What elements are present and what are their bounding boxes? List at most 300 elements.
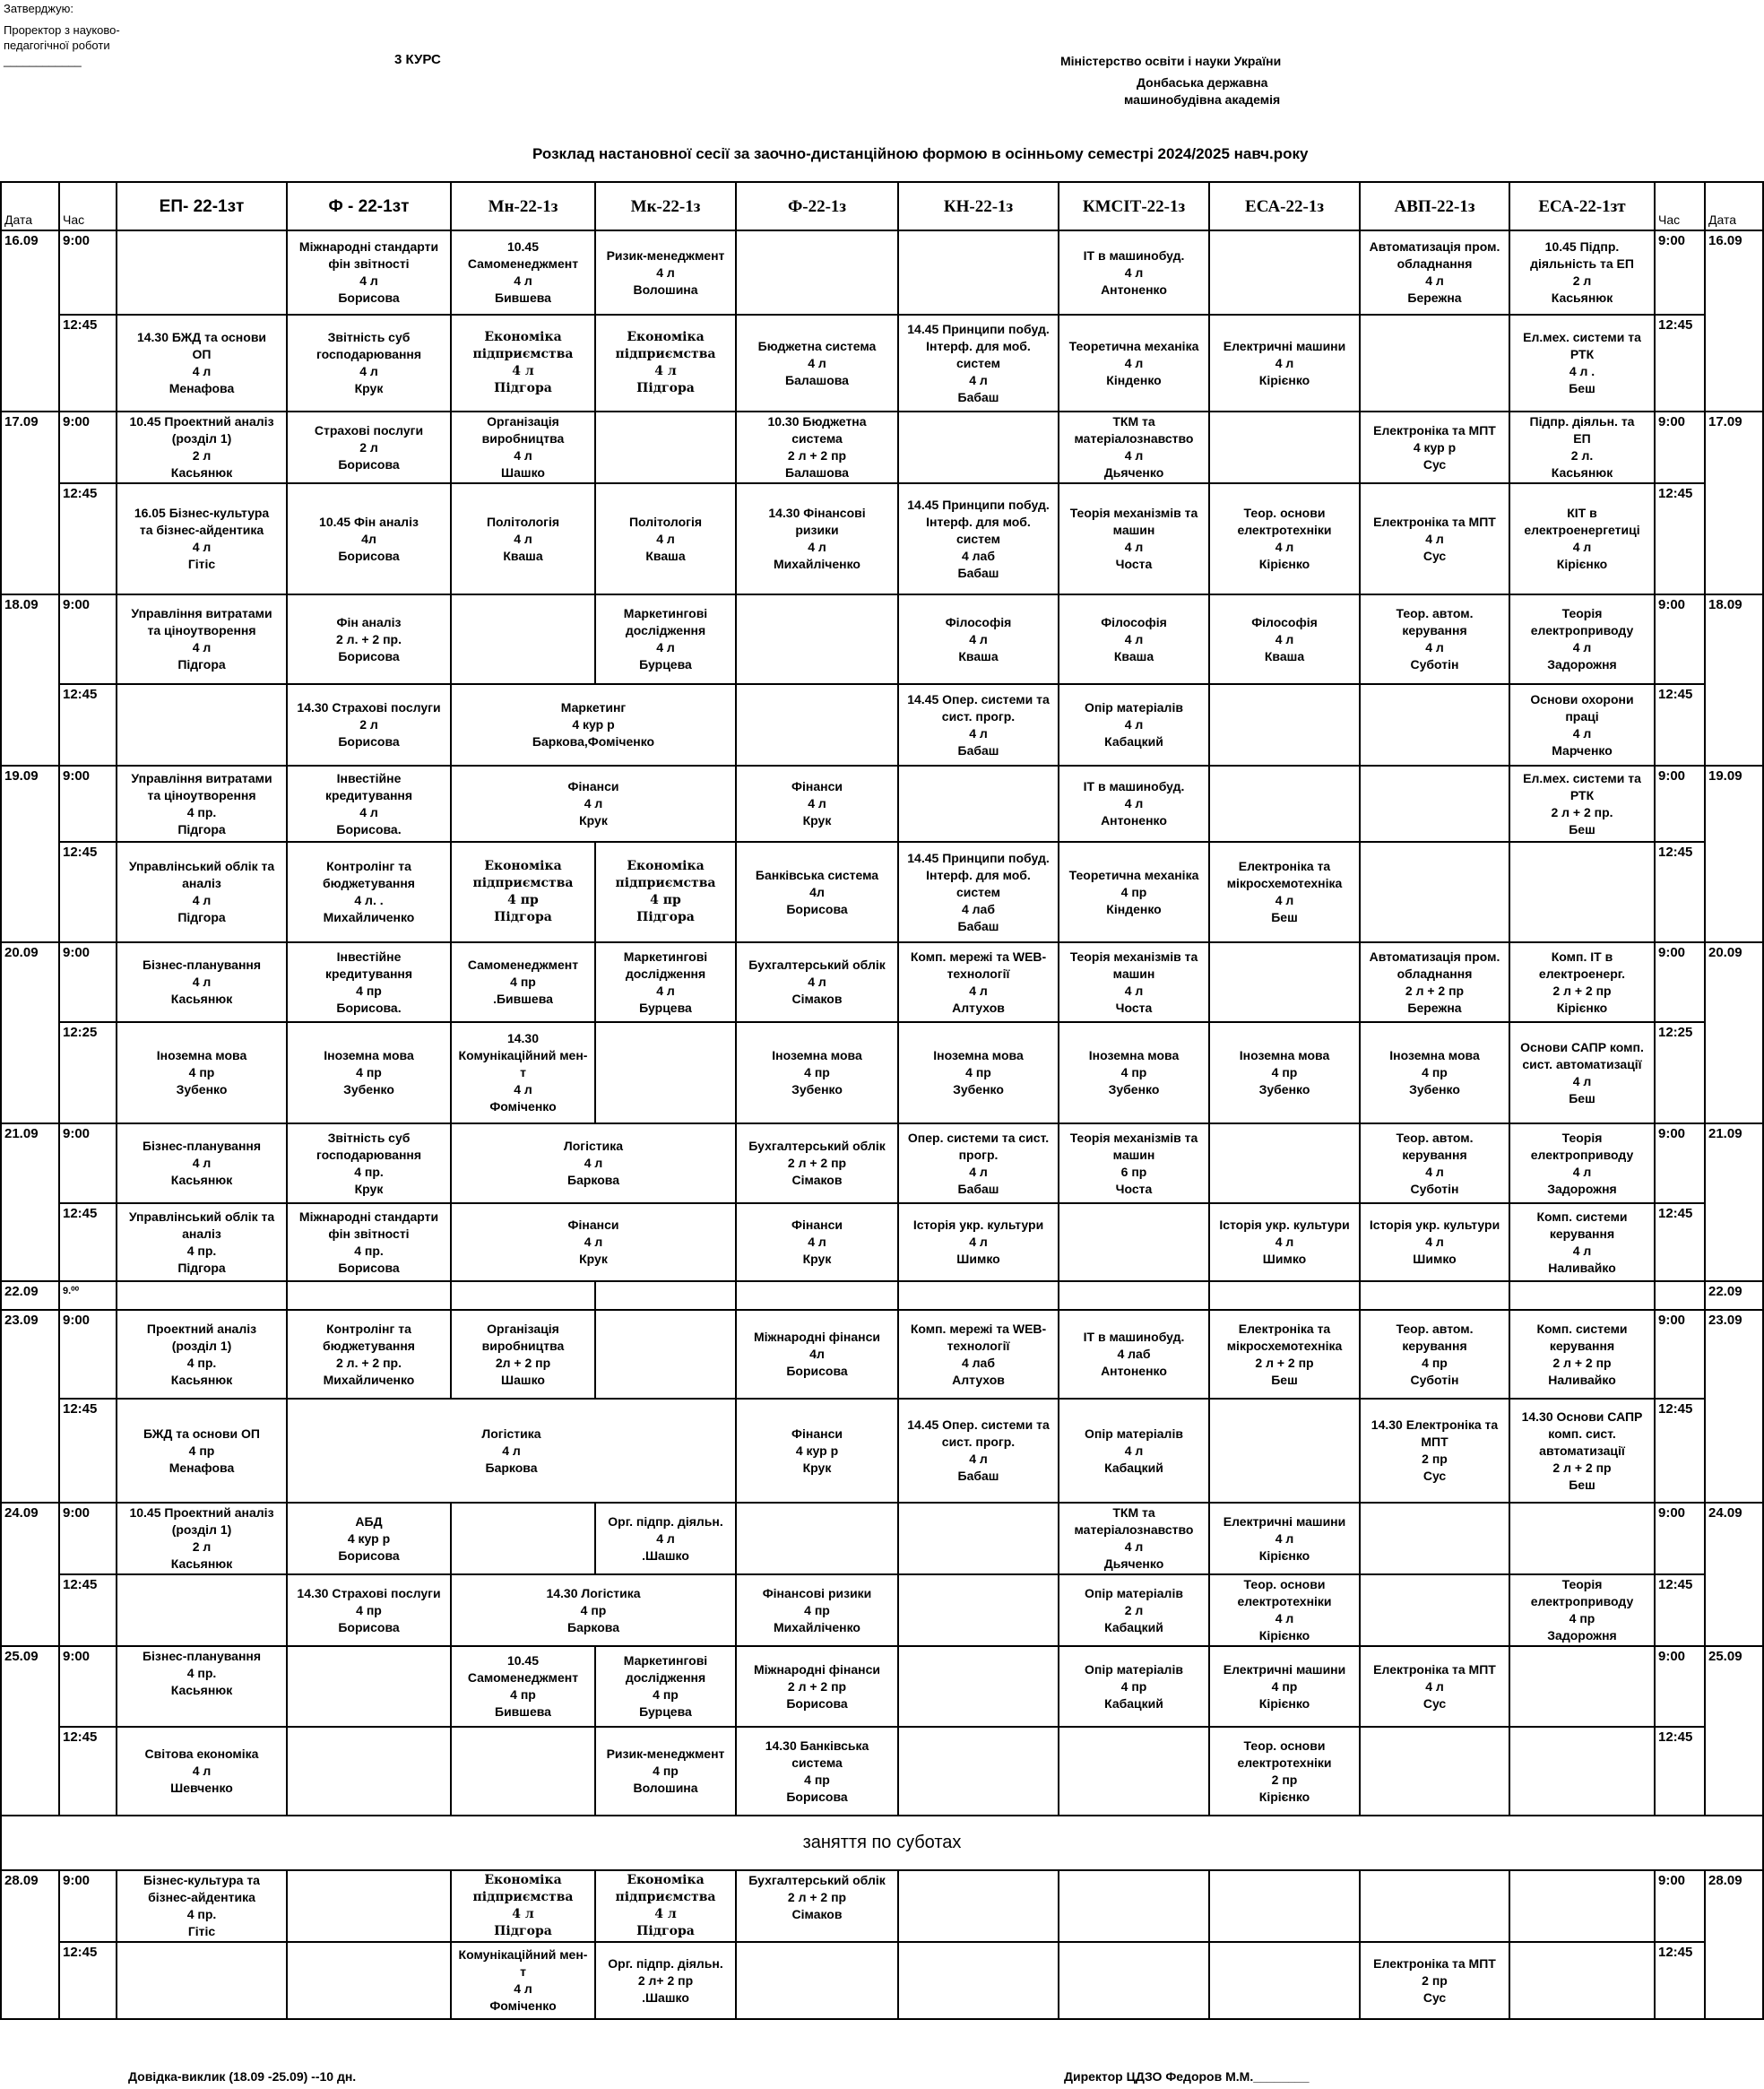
lesson-cell: 16.05 Бізнес-культура та бізнес-айдентика 4 л Гітіс [117,483,287,594]
lesson-cell: Основи САПР комп. сист. автоматизації 4 л Беш [1509,1022,1655,1123]
lesson-cell [898,1727,1059,1816]
table-row [1,842,1763,942]
lesson-cell: Банківська система 4л Борисова [736,842,898,942]
lesson-cell [898,1574,1059,1646]
course-label: 3 КУРС [394,52,441,67]
header-date-right: Дата [1705,182,1763,230]
lesson-cell: Іноземна мова 4 пр Зубенко [1209,1022,1360,1123]
lesson-cell [898,1646,1059,1727]
lesson-cell: Фін аналіз 2 л. + 2 пр. Борисова [287,594,451,684]
lesson-cell: 14.45 Опер. системи та сист. прогр. 4 л Бабаш [898,1399,1059,1503]
header-group: КН-22-1з [898,182,1059,230]
lesson-cell [736,594,898,684]
lesson-cell [1209,412,1360,483]
lesson-cell: Опір матеріалів 4 л Кабацкий [1059,1399,1209,1503]
time-cell-right: 9:00 [1655,1503,1705,1574]
lesson-cell: 14.45 Принципи побуд. Інтерф. для моб. систем 4 лаб Бабаш [898,483,1059,594]
lesson-cell: 10.45 Самоменеджмент 4 л Бившева [451,230,595,315]
lesson-cell [595,412,736,483]
lesson-cell: Теор. автом. керування 4 пр Суботін [1360,1310,1509,1399]
lesson-cell: Теорія електроприводу 4 л Задорожня [1509,1123,1655,1203]
lesson-cell: Управлінський облік та аналіз 4 пр. Підгора [117,1203,287,1281]
footer-right: Директор ЦДЗО Федоров М.М.________ [1064,2069,1310,2084]
header-group: Ф-22-1з [736,182,898,230]
academy-line2: машинобудівна академія [1124,92,1281,107]
lesson-cell [1509,1503,1655,1574]
lesson-cell: Фінанси 4 кур р Крук [736,1399,898,1503]
lesson-cell: Бізнес-планування 4 пр. Касьянюк [117,1646,287,1727]
lesson-cell: Міжнародні фінанси 4л Борисова [736,1310,898,1399]
lesson-cell [736,1281,898,1310]
lesson-cell: 14.45 Опер. системи та сист. прогр. 4 л Бабаш [898,684,1059,766]
lesson-cell: Фінанси 4 л Крук [736,1203,898,1281]
lesson-cell: 14.45 Принципи побуд. Інтерф. для моб. систем 4 л Бабаш [898,315,1059,412]
lesson-cell [1509,1281,1655,1310]
time-cell-right: 9:00 [1655,230,1705,315]
time-cell: 9:00 [59,594,117,684]
lesson-cell: Іноземна мова 4 пр Зубенко [736,1022,898,1123]
lesson-cell: Опер. системи та сист. прогр. 4 л Бабаш [898,1123,1059,1203]
table-row [1,1646,1763,1727]
time-cell-right: 12:45 [1655,1203,1705,1281]
footer-left: Довідка-виклик (18.09 -25.09) --10 дн. [128,2069,357,2084]
approve-sign: ____________ [4,54,82,67]
lesson-cell [1209,1281,1360,1310]
lesson-cell: Опір матеріалів 4 пр Кабацкий [1059,1646,1209,1727]
lesson-cell: Комп. системи керування 4 л Наливайко [1509,1203,1655,1281]
time-cell: 9:00 [59,1310,117,1399]
lesson-cell [898,412,1059,483]
lesson-cell [1360,315,1509,412]
lesson-cell: Автоматизація пром. обладнання 2 л + 2 пр Бережна [1360,942,1509,1022]
lesson-cell: ІТ в машинобуд. 4 лаб Антоненко [1059,1310,1209,1399]
lesson-cell: Проектний аналіз (розділ 1) 4 пр. Касьянюк [117,1310,287,1399]
lesson-cell: Ризик-менеджмент 4 л Волошина [595,230,736,315]
time-cell: 9:00 [59,230,117,315]
lesson-cell: Економіка підприємства 4 л Підгора [595,315,736,412]
time-cell-right: 12:45 [1655,315,1705,412]
lesson-cell [1209,942,1360,1022]
lesson-cell: Електричні машини 4 л Кірієнко [1209,315,1360,412]
schedule-title: Розклад настановної сесії за заочно-дистанційною формою в осінньому семестрі 2024/2025 навч.року [532,145,1309,162]
lesson-cell: Маркетингові дослідження 4 л Бурцева [595,594,736,684]
lesson-cell: Організація виробництва 4 л Шашко [451,412,595,483]
lesson-cell [1360,766,1509,842]
time-cell-right: 9:00 [1655,1123,1705,1203]
header-group: ЕП- 22-1зт [117,182,287,230]
lesson-cell: Теорія механізмів та машин 4 л Чоста [1059,942,1209,1022]
lesson-cell: Фінанси 4 л Крук [451,1203,736,1281]
lesson-cell: Маркетингові дослідження 4 л Бурцева [595,942,736,1022]
time-cell-right: 9:00 [1655,766,1705,842]
time-cell: 12:45 [59,1942,117,2019]
date-cell: 16.09 [1,230,59,412]
lesson-cell: Інвестійне кредитування 4 пр Борисова. [287,942,451,1022]
lesson-cell: 10.45 Проектний аналіз (розділ 1) 2 л Касьянюк [117,412,287,483]
approve-line1: Проректор з науково- [4,23,120,37]
date-cell-right: 24.09 [1705,1503,1763,1646]
header-group: ЕСА-22-1з [1209,182,1360,230]
lesson-cell: Звітність суб господарювання 4 пр. Крук [287,1123,451,1203]
lesson-cell [1059,1942,1209,2019]
lesson-cell: Звітність суб господарювання 4 л Крук [287,315,451,412]
lesson-cell: 14.30 Комунікаційний мен- т 4 л Фоміченко [451,1022,595,1123]
date-cell: 21.09 [1,1123,59,1281]
date-cell: 24.09 [1,1503,59,1646]
lesson-cell: Контролінг та бюджетування 2 л. + 2 пр. Михайличенко [287,1310,451,1399]
lesson-cell: Теорія механізмів та машин 4 л Чоста [1059,483,1209,594]
lesson-cell: Електроніка та МПТ 4 кур р Сус [1360,412,1509,483]
time-cell: 9:00 [59,1870,117,1942]
lesson-cell: Теорія електроприводу 4 л Задорожня [1509,594,1655,684]
time-cell-right: 12:45 [1655,1574,1705,1646]
lesson-cell: Основи охорони праці 4 л Марченко [1509,684,1655,766]
lesson-cell [898,1870,1059,1942]
approve-line2: педагогічної роботи [4,39,110,52]
header-group: КМСІТ-22-1з [1059,182,1209,230]
lesson-cell: Електроніка та МПТ 4 л Сус [1360,483,1509,594]
lesson-cell: 10.45 Самоменеджмент 4 пр Бившева [451,1646,595,1727]
table-row [1,1870,1763,1942]
date-cell-right: 21.09 [1705,1123,1763,1281]
time-cell-right: 9:00 [1655,1310,1705,1399]
lesson-cell [117,684,287,766]
header-time: Час [59,182,117,230]
lesson-cell: Логістика 4 л Баркова [451,1123,736,1203]
lesson-cell: ТКМ та матеріалознавство 4 л Дьяченко [1059,1503,1209,1574]
lesson-cell [287,1870,451,1942]
lesson-cell: 14.30 Електроніка та МПТ 2 пр Сус [1360,1399,1509,1503]
date-cell-right: 22.09 [1705,1281,1763,1310]
time-cell: 9.⁰⁰ [59,1281,117,1310]
table-row [1,942,1763,1022]
lesson-cell [1360,1574,1509,1646]
lesson-cell [1360,1281,1509,1310]
time-cell: 12:45 [59,684,117,766]
lesson-cell: Іноземна мова 4 пр Зубенко [1059,1022,1209,1123]
time-cell: 12:45 [59,1399,117,1503]
lesson-cell: Теоретична механіка 4 пр Кінденко [1059,842,1209,942]
lesson-cell [1209,1123,1360,1203]
lesson-cell [1209,684,1360,766]
lesson-cell: Комп. мережі та WEB- технології 4 лаб Алтухов [898,1310,1059,1399]
lesson-cell: Інвестійне кредитування 4 л Борисова. [287,766,451,842]
lesson-cell: АБД 4 кур р Борисова [287,1503,451,1574]
table-row [1,230,1763,315]
lesson-cell: Міжнародні стандарти фін звітності 4 пр. Борисова [287,1203,451,1281]
lesson-cell: Теоретична механіка 4 л Кінденко [1059,315,1209,412]
lesson-cell: Комунікаційний мен- т 4 л Фоміченко [451,1942,595,2019]
time-cell-right: 12:45 [1655,1399,1705,1503]
date-cell-right: 20.09 [1705,942,1763,1123]
time-cell: 9:00 [59,1503,117,1574]
lesson-cell [1209,230,1360,315]
lesson-cell: Історія укр. культури 4 л Шимко [898,1203,1059,1281]
lesson-cell [117,1281,287,1310]
table-row [1,1399,1763,1503]
lesson-cell: 14.30 Страхові послуги 4 пр Борисова [287,1574,451,1646]
lesson-cell: Ризик-менеджмент 4 пр Волошина [595,1727,736,1816]
lesson-cell: 10.30 Бюджетна система 2 л + 2 пр Балашова [736,412,898,483]
lesson-cell [1509,1870,1655,1942]
lesson-cell: КІТ в електроенергетиці 4 л Кірієнко [1509,483,1655,594]
lesson-cell [736,1503,898,1574]
lesson-cell [1059,1281,1209,1310]
lesson-cell: Управління витратами та ціноутворення 4 пр. Підгора [117,766,287,842]
lesson-cell: Філософія 4 л Кваша [1209,594,1360,684]
lesson-cell: Бізнес-планування 4 л Касьянюк [117,942,287,1022]
time-cell-right [1655,1281,1705,1310]
date-cell: 25.09 [1,1646,59,1816]
time-cell: 9:00 [59,1646,117,1727]
time-cell: 12:45 [59,842,117,942]
time-cell-right: 9:00 [1655,1870,1705,1942]
lesson-cell: Бухгалтерський облік 4 л Сімаков [736,942,898,1022]
lesson-cell [451,1503,595,1574]
lesson-cell: Електроніка та МПТ 2 пр Сус [1360,1942,1509,2019]
lesson-cell: Управлінський облік та аналіз 4 л Підгора [117,842,287,942]
time-cell-right: 12:45 [1655,1942,1705,2019]
lesson-cell: Іноземна мова 4 пр Зубенко [1360,1022,1509,1123]
lesson-cell [736,1942,898,2019]
lesson-cell: Фінансові ризики 4 пр Михайліченко [736,1574,898,1646]
lesson-cell: Бізнес-культура та бізнес-айдентика 4 пр. Гітіс [117,1870,287,1942]
lesson-cell: Теорія механізмів та машин 6 пр Чоста [1059,1123,1209,1203]
lesson-cell: 14.30 Основи САПР комп. сист. автоматизації 2 л + 2 пр Беш [1509,1399,1655,1503]
time-cell: 12:45 [59,1203,117,1281]
approve-title: Затверджую: [4,2,74,15]
lesson-cell [1509,842,1655,942]
lesson-cell: Самоменеджмент 4 пр .Бившева [451,942,595,1022]
date-cell: 19.09 [1,766,59,942]
lesson-cell: Маркетинг 4 кур р Баркова,Фоміченко [451,684,736,766]
date-cell: 23.09 [1,1310,59,1503]
schedule-table [0,181,1764,2020]
table-row [1,483,1763,594]
lesson-cell: Філософія 4 л Кваша [1059,594,1209,684]
lesson-cell [595,1022,736,1123]
lesson-cell: Контролінг та бюджетування 4 л. . Михайличенко [287,842,451,942]
time-cell-right: 12:45 [1655,1727,1705,1816]
lesson-cell [1209,1870,1360,1942]
lesson-cell: Комп. ІТ в електроенерг. 2 л + 2 пр Кірієнко [1509,942,1655,1022]
header-group: Ф - 22-1зт [287,182,451,230]
lesson-cell [287,1727,451,1816]
lesson-cell: Економіка підприємства 4 л Підгора [595,1870,736,1942]
header-time-right: Час [1655,182,1705,230]
time-cell-right: 9:00 [1655,412,1705,483]
lesson-cell [1360,1870,1509,1942]
lesson-cell: Теор. автом. керування 4 л Суботін [1360,1123,1509,1203]
time-cell: 9:00 [59,942,117,1022]
time-cell: 9:00 [59,1123,117,1203]
table-row [1,1203,1763,1281]
date-cell-right: 17.09 [1705,412,1763,594]
saturday-note: заняття по суботах [1,1816,1763,1870]
lesson-cell: Теор. основи електротехніки 2 пр Кірієнко [1209,1727,1360,1816]
lesson-cell: Автоматизація пром. обладнання 4 л Бережна [1360,230,1509,315]
lesson-cell [287,1646,451,1727]
lesson-cell [898,230,1059,315]
header-date: Дата [1,182,59,230]
date-cell: 22.09 [1,1281,59,1310]
table-row [1,684,1763,766]
time-cell: 12:45 [59,315,117,412]
lesson-cell [898,1942,1059,2019]
lesson-cell: 14.30 Фінансові ризики 4 л Михайліченко [736,483,898,594]
lesson-cell: Електроніка та мікросхемотехніка 4 л Беш [1209,842,1360,942]
time-cell: 9:00 [59,412,117,483]
lesson-cell: Політологія 4 л Кваша [595,483,736,594]
table-row [1,1574,1763,1646]
lesson-cell: 14.30 Страхові послуги 2 л Борисова [287,684,451,766]
date-cell: 18.09 [1,594,59,766]
time-cell: 12:45 [59,1574,117,1646]
lesson-cell: Орг. підпр. діяльн. 4 л .Шашко [595,1503,736,1574]
time-cell-right: 12:45 [1655,842,1705,942]
table-row [1,412,1763,483]
lesson-cell [117,1574,287,1646]
table-row [1,594,1763,684]
lesson-cell [898,766,1059,842]
lesson-cell: БЖД та основи ОП 4 пр Менафова [117,1399,287,1503]
lesson-cell: Електричні машини 4 пр Кірієнко [1209,1646,1360,1727]
table-row [1,1816,1763,1870]
lesson-cell [1059,1203,1209,1281]
lesson-cell: Іноземна мова 4 пр Зубенко [898,1022,1059,1123]
date-cell: 17.09 [1,412,59,594]
date-cell-right: 25.09 [1705,1646,1763,1816]
lesson-cell: 10.45 Проектний аналіз (розділ 1) 2 л Касьянюк [117,1503,287,1574]
lesson-cell [1360,1727,1509,1816]
header-row [1,182,1763,230]
lesson-cell: 14.45 Принципи побуд. Інтерф. для моб. систем 4 лаб Бабаш [898,842,1059,942]
lesson-cell: Міжнародні фінанси 2 л + 2 пр Борисова [736,1646,898,1727]
lesson-cell: Міжнародні стандарти фін звітності 4 л Борисова [287,230,451,315]
table-row [1,1310,1763,1399]
lesson-cell: Маркетингові дослідження 4 пр Бурцева [595,1646,736,1727]
time-cell-right: 9:00 [1655,942,1705,1022]
lesson-cell: Бухгалтерський облік 2 л + 2 пр Сімаков [736,1123,898,1203]
time-cell-right: 12:45 [1655,483,1705,594]
lesson-cell: 14.30 БЖД та основи ОП 4 л Менафова [117,315,287,412]
table-row [1,1281,1763,1310]
date-cell: 20.09 [1,942,59,1123]
lesson-cell: Електроніка та МПТ 4 л Сус [1360,1646,1509,1727]
lesson-cell: Опір матеріалів 2 л Кабацкий [1059,1574,1209,1646]
lesson-cell [1360,684,1509,766]
table-row [1,1503,1763,1574]
lesson-cell [898,1281,1059,1310]
lesson-cell [1209,1399,1360,1503]
lesson-cell: Світова економіка 4 л Шевченко [117,1727,287,1816]
date-cell-right: 23.09 [1705,1310,1763,1503]
lesson-cell [287,1281,451,1310]
lesson-cell [1059,1727,1209,1816]
lesson-cell [451,1281,595,1310]
lesson-cell [898,1503,1059,1574]
header-group: Мк-22-1з [595,182,736,230]
lesson-cell: Ел.мех. системи та РТК 4 л . Беш [1509,315,1655,412]
lesson-cell: Комп. системи керування 2 л + 2 пр Наливайко [1509,1310,1655,1399]
date-cell-right: 19.09 [1705,766,1763,942]
lesson-cell [1209,1942,1360,2019]
lesson-cell [451,1727,595,1816]
lesson-cell: Фінанси 4 л Крук [451,766,736,842]
lesson-cell [451,594,595,684]
lesson-cell: Бізнес-планування 4 л Касьянюк [117,1123,287,1203]
lesson-cell: Комп. мережі та WEB- технології 4 л Алтухов [898,942,1059,1022]
time-cell-right: 9:00 [1655,594,1705,684]
lesson-cell: Іноземна мова 4 пр Зубенко [117,1022,287,1123]
academy-line1: Донбаська державна [1137,75,1268,90]
table-row [1,315,1763,412]
lesson-cell: Електричні машини 4 л Кірієнко [1209,1503,1360,1574]
lesson-cell [1360,842,1509,942]
lesson-cell: Орг. підпр. діяльн. 2 л+ 2 пр .Шашко [595,1942,736,2019]
table-row [1,1727,1763,1816]
lesson-cell [287,1942,451,2019]
date-cell-right: 18.09 [1705,594,1763,766]
time-cell-right: 12:45 [1655,684,1705,766]
table-row [1,1942,1763,2019]
lesson-cell [117,230,287,315]
lesson-cell: Бухгалтерський облік 2 л + 2 пр Сімаков [736,1870,898,1942]
date-cell: 28.09 [1,1870,59,2019]
lesson-cell [1360,1503,1509,1574]
lesson-cell: Економіка підприємства 4 л Підгора [451,315,595,412]
lesson-cell: Теор. основи електротехніки 4 л Кірієнко [1209,1574,1360,1646]
lesson-cell: Економіка підприємства 4 пр Підгора [595,842,736,942]
lesson-cell: Теор. основи електротехніки 4 л Кірієнко [1209,483,1360,594]
table-row [1,1022,1763,1123]
table-row [1,1123,1763,1203]
lesson-cell: Підпр. діяльн. та ЕП 2 л. Касьянюк [1509,412,1655,483]
lesson-cell [595,1310,736,1399]
lesson-cell: Управління витратами та ціноутворення 4 л Підгора [117,594,287,684]
ministry: Міністерство освіти і науки України [1060,54,1282,68]
lesson-cell [1059,1870,1209,1942]
lesson-cell [1509,1727,1655,1816]
lesson-cell: Бюджетна система 4 л Балашова [736,315,898,412]
lesson-cell [1209,766,1360,842]
lesson-cell: Економіка підприємства 4 л Підгора [451,1870,595,1942]
time-cell-right: 9:00 [1655,1646,1705,1727]
lesson-cell: ІТ в машинобуд. 4 л Антоненко [1059,230,1209,315]
header-group: ЕСА-22-1зт [1509,182,1655,230]
lesson-cell: Теорія електроприводу 4 пр Задорожня [1509,1574,1655,1646]
lesson-cell: ІТ в машинобуд. 4 л Антоненко [1059,766,1209,842]
header-group: Мн-22-1з [451,182,595,230]
time-cell: 12:45 [59,483,117,594]
lesson-cell: Електроніка та мікросхемотехніка 2 л + 2 пр Беш [1209,1310,1360,1399]
lesson-cell: Ел.мех. системи та РТК 2 л + 2 пр. Беш [1509,766,1655,842]
lesson-cell: Філософія 4 л Кваша [898,594,1059,684]
lesson-cell: Політологія 4 л Кваша [451,483,595,594]
lesson-cell [117,1942,287,2019]
lesson-cell: Організація виробництва 2л + 2 пр Шашко [451,1310,595,1399]
lesson-cell: ТКМ та матеріалознавство 4 л Дьяченко [1059,412,1209,483]
time-cell: 9:00 [59,766,117,842]
table-row [1,766,1763,842]
time-cell: 12:45 [59,1727,117,1816]
lesson-cell: Страхові послуги 2 л Борисова [287,412,451,483]
lesson-cell: Фінанси 4 л Крук [736,766,898,842]
time-cell: 12:25 [59,1022,117,1123]
lesson-cell: 10.45 Підпр. діяльність та ЕП 2 л Касьянюк [1509,230,1655,315]
lesson-cell: 10.45 Фін аналіз 4л Борисова [287,483,451,594]
lesson-cell: Економіка підприємства 4 пр Підгора [451,842,595,942]
